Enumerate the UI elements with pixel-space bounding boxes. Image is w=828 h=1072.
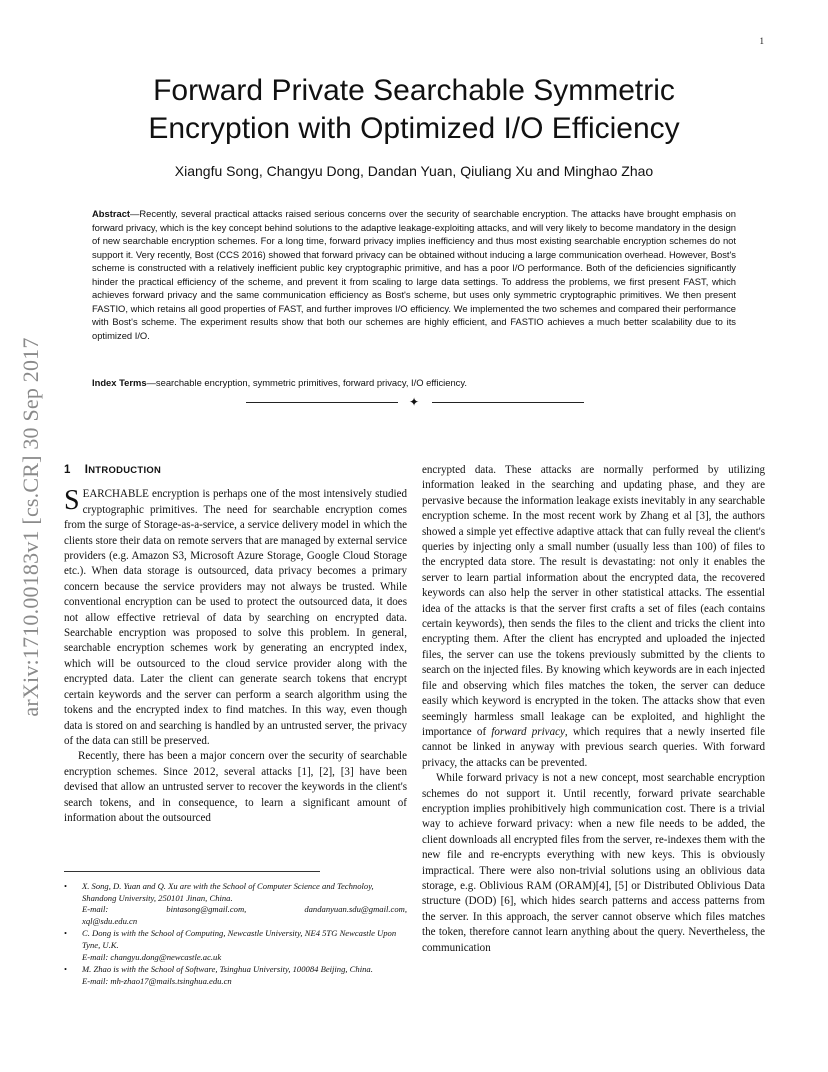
intro-paragraph-3 [422,463,765,771]
divider-ornament-icon: ✦ [409,395,420,409]
paper-title [80,72,748,148]
arxiv-identifier-text: arXiv:1710.00183v1 [cs.CR] 30 Sep 2017 [18,337,43,717]
email-address: xql@sdu.edu.cn [82,915,138,926]
section-number: 1 [64,464,71,476]
section-title-initial: I [84,464,89,476]
arxiv-identifier-stamp [8,292,54,762]
intro-paragraph-1 [64,487,407,749]
email-address: dandanyuan.sdu@gmail.com, [304,904,407,915]
footnote-email: E-mail: mh-zhao17@mails.tsinghua.edu.cn [82,975,232,986]
abstract-text: —Recently, several practical attacks raised serious concerns over the security of searchable encryption. The attacks have brought emphasis on forward privacy, which is the key concept behind solutions to the adaptive leakage-exploiting attacks, and will very likely to become mandatory in the design of new searchable encryption schemes. For a long time, forward privacy implies inefficiency and thus most existing searchable encryption schemes do not support it. Very recently, Bost (CCS 2016) showed that forward privacy can be obtained without inducing a large communication overhead. However, Bost's scheme is constructed with a relatively inefficient public key cryptographic primitive, and has a poor I/O performance. Both of the deficiencies significantly hinder the practical efficiency of the scheme, and prevent it from scaling to large data settings. To address the problems, we first present FAST, which achieves forward privacy and the same communication efficiency as Bost's scheme, but uses only symmetric cryptographic primitives. We then present FASTIO, which retains all good properties of FAST, and further improves I/O efficiency. We implemented the two schemes and compared their performance with Bost's scheme. The experiment results show that both our schemes are highly efficient, and FASTIO achieves a much better scalability due to its optimized I/O. [92,208,736,341]
footnote-email: E-mail: changyu.dong@newcastle.ac.uk [82,951,222,962]
page-number: 1 [759,36,764,46]
footnote-text: C. Dong is with the School of Computing, Newcastle University, NE4 5TG Newcastle Upon Tyne, U.K. [82,928,397,950]
email-label: E-mail: [82,904,109,915]
index-terms [92,376,736,389]
drop-cap: S [64,485,80,517]
body-column-right [422,463,765,956]
abstract [92,207,736,342]
section-heading [64,462,407,478]
paper-title-line-2: Encryption with Optimized I/O Efficiency [148,112,680,145]
body-column-left [64,462,407,826]
intro-paragraph-3-text-b: , which requires that a newly inserted file cannot be linked in anyway with previous search queries. With forward privacy, the attacks can be prevented. [422,725,766,769]
footnote-rule [64,871,320,872]
abstract-label: Abstract [92,208,131,219]
footnote-text: M. Zhao is with the School of Software, Tsinghua University, 100084 Beijing, China. [82,964,373,975]
divider-rule-left [246,402,398,403]
footnote-item [64,881,407,927]
affiliation-footnotes [64,881,407,988]
index-terms-text: —searchable encryption, symmetric primitives, forward privacy, I/O efficiency. [146,377,467,388]
author-list: Xiangfu Song, Changyu Dong, Dandan Yuan, Qiuliang Xu and Minghao Zhao [174,163,654,179]
forward-privacy-emphasis: forward privacy [491,725,565,738]
paper-title-line-1: Forward Private Searchable Symmetric [153,74,675,107]
bullet-icon: • [64,928,68,939]
intro-paragraph-2: Recently, there has been a major concern over the security of searchable encryption schemes. Since 2012, several attacks [1], [2], [3] have been devised that allow an untrusted server to recover the keywords in the client's search tokens, and in consequence, to learn a significant amount of information about the outsourced [64,750,407,824]
section-divider [246,396,584,410]
index-terms-label: Index Terms [92,377,147,388]
intro-paragraph-4: While forward privacy is not a new concept, most searchable encryption schemes do not support it. Until recently, forward private searchable encryption implies prohibitively high communication cost. There is a trivial way to achieve forward privacy: when a new file needs to be added, the client downloads all encrypted files from the server, re-indexes them with the new file and re-encrypts everything with new keys. This is obviously impractical. There were also non-trivial solutions using an oblivious data storage, e.g. Oblivious RAM (ORAM)[4], [5] or Distributed Oblivious Data structure (DOD) [6], which hides search patterns and access patterns from the server. In this approach, the server cannot observe which files matches the token, therefore cannot learn anything about the query. Nevertheless, the communication [422,772,765,954]
bullet-icon: • [64,881,68,891]
drop-cap-continuation: EARCHABLE [82,488,149,501]
email-address: bintasong@gmail.com, [166,904,247,915]
intro-paragraph-1-text: encryption is perhaps one of the most intensively studied cryptographic primitives. The need for searchable encryption comes from the surge of Storage-as-a-service, a service delivery model in which the clients store their data on remote servers that are managed by external service providers (e.g. Amazon S3, Microsoft Azure Storage, Google Cloud Storage etc.). When data storage is outsourced, data privacy becomes a primary concern because the service providers may not always be trusted. While conventional encryption can be used to protect the outsourced data, it does not allow effective retrieval of data by searching on encrypted data. Searchable encryption was proposed to solve this problem. In general, searchable encryption schemes work by generating an encrypted index, which will be outsourced to the cloud service provider along with the encrypted data. Later the client can generate search tokens that encrypt certain keywords and the server can perform a search algorithm using the tokens and the encrypted index to find matches. In this way, even though data is stored on and searching is handled by an untrusted server, the privacy of the data can still be preserved. [64,488,407,747]
footnote-text: X. Song, D. Yuan and Q. Xu are with the School of Computer Science and Technoloy, Shandong University, 250101 Jinan, China. [82,881,374,903]
footnote-email-row [82,904,407,916]
footnote-item [64,928,407,963]
section-title-rest: NTRODUCTION [88,464,162,475]
intro-paragraph-3-text-a: encrypted data. These attacks are normally performed by utilizing information leaked in the searching and updating phase, and they are pervasive because the information leakage exists inevitably in any searchable encryption scheme. In the most recent work by Zhang et al [3], the authors showed a simple yet effective adaptive attack that can fully reveal the client's queries by injecting only a small number (usually less than 100) of files to the encrypted data store. The result is devastating: not only it enables the server to learn partial information about the encrypted data, the recovered keywords can also help the server in other statistical attacks. The essential idea of the attacks is that the server first crafts a set of files (each contains certain keywords), then sends the files to the client and tricks the client into encrypting them. After the client has encrypted and uploaded the injected files, the server can use the tokens previously submitted by the clients to search on the injected files. By knowing which keywords are in each injected file and observing which files matches the token, the server can deduce easily which keyword is encrypted in the token. The attacks show that even seemingly harmless small leakage can be exploited, and highlight the importance of [422,464,765,738]
divider-rule-right [432,402,584,403]
bullet-icon: • [64,964,68,975]
footnote-item [64,964,407,987]
